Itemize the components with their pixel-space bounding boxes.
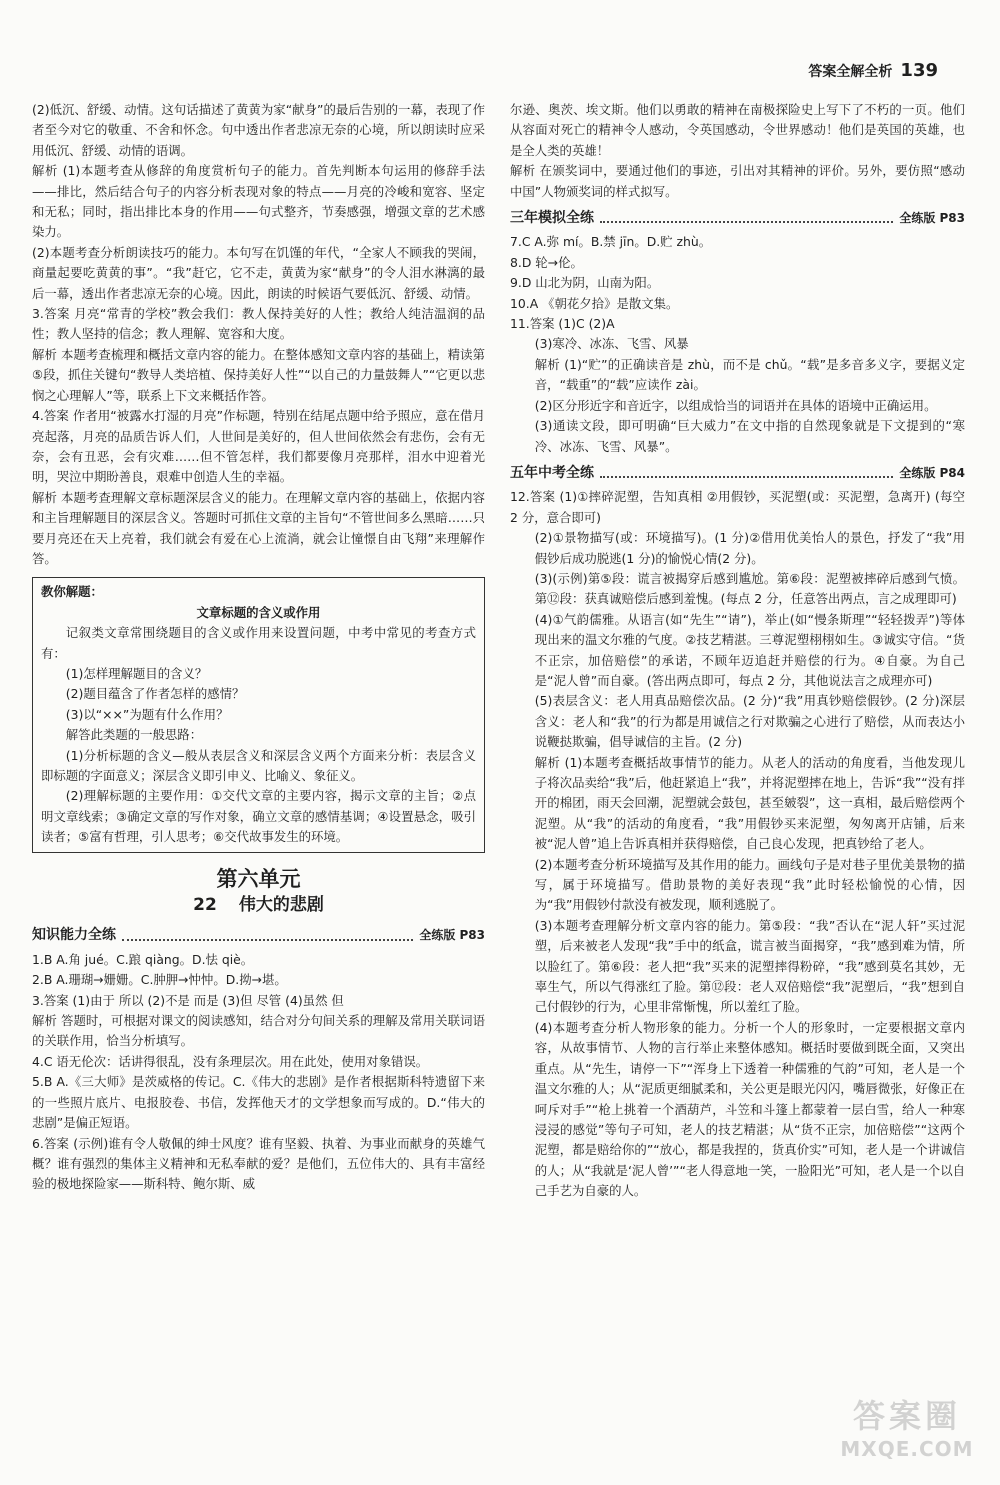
tip-title: 文章标题的含义或作用 bbox=[196, 604, 321, 620]
answer-q3: 3.答案 月亮“常青的学校”教会我们：教人保持美好的人性；教给人纯洁温润的品性；教人坚持的信念；教人理解、宽容和大度。 bbox=[32, 306, 485, 342]
watermark-logo bbox=[832, 1391, 982, 1471]
page-header bbox=[808, 60, 938, 81]
answer-item: 11.答案 (1)C (2)A bbox=[510, 316, 615, 332]
tip-box bbox=[32, 577, 485, 852]
lesson-number: 22 bbox=[193, 895, 217, 916]
section-title: 知识能力全练 bbox=[32, 927, 116, 944]
answer-item: 9.D 山北为阴，山南为阳。 bbox=[510, 275, 660, 291]
section-ref: 全练版 P83 bbox=[419, 928, 485, 943]
tip-para: 记叙类文章常围绕题目的含义或作用来设置问题，中考中常见的考查方式有： bbox=[41, 625, 476, 661]
section-dots bbox=[600, 476, 893, 478]
answer-item: 2.B A.珊瑚→姗姗。C.肿胛→忡忡。D.拗→堪。 bbox=[32, 972, 287, 988]
tip-label: 教你解题： bbox=[41, 584, 103, 600]
right-column bbox=[510, 100, 965, 1202]
analysis-sub: 解析 (1)“贮”的正确读音是 zhù，而不是 chǔ。“载”是多音多义字，要据义定音，“载重”的“载”应读作 zài。 bbox=[534, 356, 965, 393]
analysis-q4: 解析 本题考查理解文章标题深层含义的能力。在理解文章内容的基础上，依据内容和主旨理解题目的深层含义。答题时可抓住文章的主旨句“不管世间多么黑暗……只要月亮还在天上亮着，我们就会有爱在心上流淌，就会让憧憬自由飞翔”来理解作答。 bbox=[32, 489, 485, 566]
section-ref: 全练版 P83 bbox=[899, 211, 965, 226]
analysis-sub: (4)本题考查分析人物形象的能力。分析一个人的形象时，一定要根据文章内容，从故事情节、人物的言行举止来整体感知。概括时要做到既全面，又突出重点。从“先生，请停一下”“浑身上下透着一种儒雅的气韵”可知，老人是一个温文尔雅的人；从“泥质更细腻柔和，关公更是眼光闪闪，嘴唇微张，好像正在呵斥对手”“枪上挑着一个酒葫芦，斗笠和斗篷上都蒙着一层白雪，给人一种寒浸浸的感觉”等句子可知，老人的技艺精湛；从“货不正宗，加倍赔偿”“这两个泥塑，都是赔给你的”“放心，都是我捏的，货真价实”可知，老人是一个讲诚信的人；从“我就是‘泥人曾’”“老人得意地一笑，一脸阳光”可知，老人是一个以自己手艺为自豪的人。 bbox=[534, 1019, 965, 1199]
section-title: 五年中考全练 bbox=[510, 464, 594, 481]
answer-sub: (4)①气韵儒雅。从语言(如“先生”“请”)，举止(如“慢条斯理”“轻轻拨弄”)等体现出来的温文尔雅的气度。②技艺精湛。三尊泥塑栩栩如生。③诚实守信。“货不正宗，加倍赔偿”的承诺，不顾年迈追赶并赔偿的行为。④自豪。为自己是“泥人曾”而自豪。(答出两点即可，每点 2 分，其他说法言之成理亦可) bbox=[534, 611, 965, 688]
lesson-name: 伟大的悲剧 bbox=[238, 895, 324, 916]
header-title: 答案全解全析 bbox=[808, 64, 893, 80]
answer-item: 3.答案 (1)由于 所以 (2)不是 而是 (3)但 尽管 (4)虽然 但 bbox=[32, 992, 344, 1008]
left-column bbox=[32, 100, 485, 1195]
section-dots bbox=[122, 939, 413, 941]
section-header bbox=[510, 208, 965, 228]
answer-sub: (3)寒冷、冰冻、飞雪、风暴 bbox=[534, 336, 689, 352]
watermark-url: MXQE.COM bbox=[840, 1437, 974, 1461]
page-number: 139 bbox=[900, 60, 938, 81]
section-header bbox=[510, 463, 965, 483]
analysis-item: 解析 答题时，可根据对课文的阅读感知，结合对分句间关系的理解及常用关联词语的关联作用，恰当分析填写。 bbox=[32, 1013, 485, 1049]
analysis-sub: (3)通读文段，即可明确“巨大威力”在文中指的自然现象就是下文提到的“寒冷、冰冻、飞雪、风暴”。 bbox=[534, 418, 965, 454]
tip-item: (1)怎样理解题目的含义？ bbox=[65, 665, 208, 681]
unit-title: 第六单元 bbox=[216, 866, 301, 891]
tip-item: (3)以“××”为题有什么作用？ bbox=[65, 706, 229, 722]
answer-sub: (5)表层含义：老人用真品赔偿次品。(2 分)“我”用真钞赔偿假钞。(2 分)深层含义：老人和“我”的行为都是用诚信之行对欺骗之心进行了赔偿，从而表达小说鞭挞欺骗，倡导诚信的主旨。(2 分) bbox=[534, 693, 965, 750]
analysis-sub: (3)本题考查理解分析文章内容的能力。第⑤段：“我”否认在“泥人轩”买过泥塑，后来被老人发现“我”手中的纸盒，谎言被当面揭穿，“我”感到难为情，所以脸红了。第⑥段：老人把“我”买来的泥塑摔得粉碎，“我”感到莫名其妙，无辜生气，所以气得涨红了脸。第⑫段：老人双倍赔偿“我”泥塑后，“我”想到自己付假钞的行为，心里非常惭愧，所以羞红了脸。 bbox=[534, 917, 965, 1015]
answer-item: 6.答案 (示例)谁有令人敬佩的绅士风度？谁有坚毅、执着、为事业而献身的英雄气概？谁有强烈的集体主义精神和无私奉献的爱？是他们，五位伟大的、具有丰富经验的极地探险家——斯科特、鲍尔斯、威 bbox=[32, 1135, 485, 1192]
answer-item: 4.C 语无伦次：话讲得很乱，没有条理层次。用在此处，使用对象错误。 bbox=[32, 1053, 429, 1069]
section-header bbox=[32, 925, 485, 945]
tip-para: 解答此类题的一般思路： bbox=[65, 727, 203, 743]
analysis-sub: 解析 (1)本题考查概括故事情节的能力。从老人的活动的角度看，当他发现儿子将次品卖给“我”后，他赶紧追上“我”，并将泥塑摔在地上，告诉“我”“没有拌开的棉团，雨天会回潮，泥塑就会鼓包，甚至皴裂”，这一真相，最后赔偿两个泥塑。从“我”的活动的角度看，“我”用假钞买来泥塑，匆匆离开店铺，后来被“泥人曾”追上告诉真相并获得赔偿，自己良心发现，把真钞给了老人。 bbox=[534, 754, 965, 852]
analysis-sub: (2)区分形近字和音近字，以组成恰当的词语并在具体的语境中正确运用。 bbox=[534, 397, 937, 413]
section-title: 三年模拟全练 bbox=[510, 210, 594, 227]
answer-item: 7.C A.弥 mí。B.禁 jīn。D.贮 zhù。 bbox=[510, 234, 712, 250]
answer-cont: 尔逊、奥茨、埃文斯。他们以勇敢的精神在南极探险史上写下了不朽的一页。他们从容面对死亡的精神令人感动，令英国感动，令世界感动！他们是英国的英雄，也是全人类的英雄！ bbox=[510, 102, 965, 158]
tip-para: (1)分析标题的含义—般从表层含义和深层含义两个方面来分析：表层含义即标题的字面意义；深层含义即引申义、比喻义、象征义。 bbox=[41, 747, 476, 783]
answer-item: 5.B A.《三大师》是茨威格的传记。C.《伟大的悲剧》是作者根据斯科特遗留下来的一些照片底片、电报胶卷、书信，发挥他天才的文学想象而写成的。D.“伟大的悲剧”是偏正短语。 bbox=[32, 1074, 485, 1131]
tip-para: (2)理解标题的主要作用：①交代文章的主要内容，揭示文章的主旨；②点明文章线索；③确定文章的写作对象，确立文章的感情基调；④设置悬念，吸引读者；⑤富有哲理，引人思考；⑥交代故事发生的环境。 bbox=[41, 788, 476, 845]
tip-item: (2)题目蕴含了作者怎样的感情？ bbox=[65, 686, 245, 702]
answer-item: 8.D 轮→伦。 bbox=[510, 254, 583, 270]
answer-item: 1.B A.角 jué。C.踉 qiàng。D.怯 qiè。 bbox=[32, 951, 254, 967]
section-ref: 全练版 P84 bbox=[899, 465, 965, 480]
lesson-title bbox=[32, 895, 485, 915]
analysis-sub: (2)本题考查分析环境描写及其作用的能力。画线句子是对巷子里优美景物的描写，属于环境描写。借助景物的美好表现“我”此时轻松愉悦的心情，因为“我”用假钞付款没有被发现，顺利逃脱了。 bbox=[534, 856, 965, 913]
answer-q4: 4.答案 作者用“被露水打湿的月亮”作标题，特别在结尾点题中给予照应，意在借月亮起落，月亮的品质告诉人们，人世间是美好的，但人世间依然会有悲伤，会有无奈，会有丑恶，会有灾难……但不管怎样，我们都要像月亮那样，泪水中迎着光明，哭泣中期盼善良，艰难中创造人生的幸福。 bbox=[32, 408, 485, 485]
analysis-cont: 解析 在颁奖词中，要通过他们的事迹，引出对其精神的评价。另外，要仿照“感动中国”人物颁奖词的样式拟写。 bbox=[510, 163, 965, 199]
answer-para: (2)低沉、舒缓、动情。这句话描述了黄黄为家“献身”的最后告别的一幕，表现了作者至今对它的敬重、不舍和怀念。句中透出作者悲凉无奈的心境，所以朗读时应采用低沉、舒缓、动情的语调。 bbox=[32, 102, 485, 158]
answer-item: 10.A 《朝花夕拾》是散文集。 bbox=[510, 295, 679, 311]
answer-sub: (3)(示例)第⑤段：谎言被揭穿后感到尴尬。第⑥段：泥塑被摔碎后感到气愤。第⑫段：获真诚赔偿后感到羞愧。(每点 2 分，任意答出两点，言之成理即可) bbox=[534, 570, 965, 607]
answer-item: 12.答案 (1)①摔碎泥塑，告知真相 ②用假钞，买泥塑(或：买泥塑，急离开) (每空 2 分，意合即可) bbox=[510, 489, 965, 525]
analysis-para: 解析 (1)本题考查从修辞的角度赏析句子的能力。首先判断本句运用的修辞手法——排比，然后结合句子的内容分析表现对象的特点——月亮的冷峻和宽容、坚定和无私；同时，指出排比本身的作用——句式整齐，节奏感强，增强文章的艺术感染力。 bbox=[32, 163, 485, 240]
section-dots bbox=[600, 221, 893, 223]
answer-sub: (2)①景物描写(或：环境描写)。(1 分)②借用优美怡人的景色，抒发了“我”用假钞后成功脱逃(1 分)的愉悦心情(2 分)。 bbox=[534, 530, 965, 566]
analysis-para: (2)本题考查分析朗读技巧的能力。本句写在饥馑的年代，“全家人不顾我的哭闹，商量起要吃黄黄的事”。“我”赶它，它不走，黄黄为家“献身”的令人泪水淋漓的最后一幕，透出作者悲凉无奈的心境。因此，朗读的时候语气要低沉、舒缓、动情。 bbox=[32, 244, 485, 301]
analysis-q3: 解析 本题考查梳理和概括文章内容的能力。在整体感知文章内容的基础上，精读第⑤段，抓住关键句“教导人类培植、保持美好人性”“以自己的力量鼓舞人”“它更以悲悯之心理解人”等，联系上下文来概括作答。 bbox=[32, 346, 485, 403]
watermark-mark: 答案圈 bbox=[852, 1397, 961, 1435]
